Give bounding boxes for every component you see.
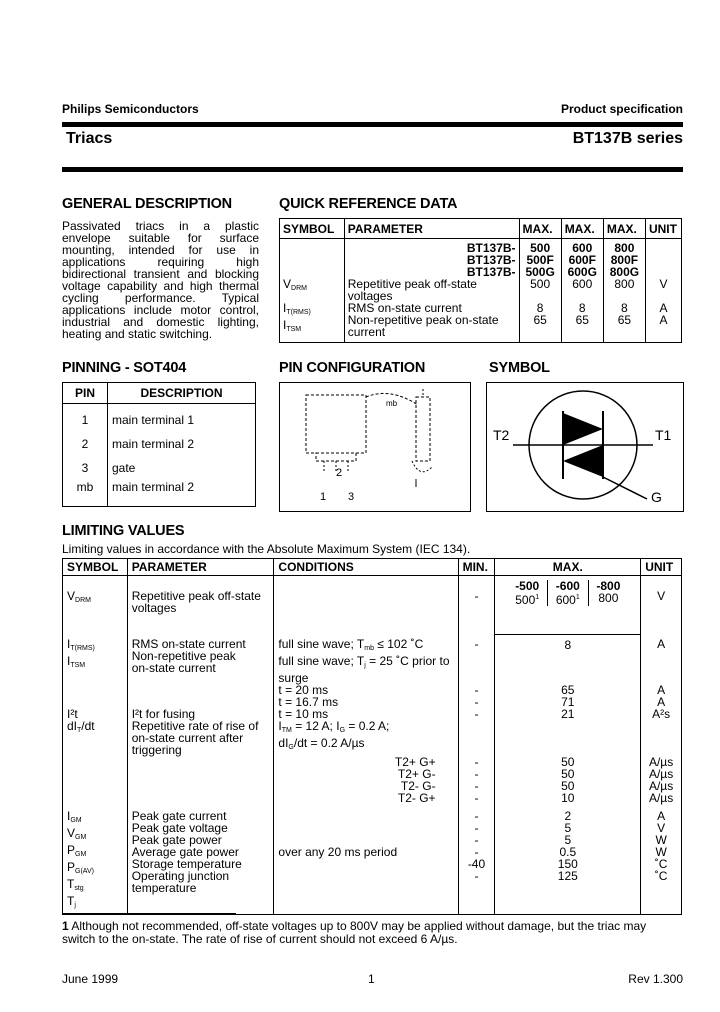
lim-itrms-min: -: [458, 634, 495, 684]
lim-header-parameter: PARAMETER: [127, 559, 274, 576]
lim-i2t-cond: t = 10 ms $I_{TM} = 12$ A; $I_G = 0.2$ A; $dI_G/dt = 0.2$ A/µs: [274, 708, 458, 756]
qrd-header-parameter: PARAMETER: [344, 219, 519, 239]
qrd-values-col1: 500 8 65: [519, 278, 561, 343]
general-description-text: Passivated triacs in a plastic envelope suitable for surface mounting, intended for use in applications requiring high bidirectional transient and blocking voltage capability and high thermal cycling performance. Typical applications include motor control, industrial and domestic lighting, heating and static switching.: [62, 219, 259, 341]
product-family: Triacs: [66, 130, 113, 147]
symbol-title: SYMBOL: [489, 360, 550, 376]
lim-i2t-param: I²t for fusing Repetitive rate of rise of on-state current after triggering: [127, 708, 274, 756]
lim-didt-unit: A/µs A/µs A/µs A/µs: [641, 756, 682, 804]
pin-number: 1: [63, 404, 108, 433]
qrd-header-symbol: SYMBOL: [280, 219, 345, 239]
footer-page: 1: [368, 972, 375, 986]
pinning-title: PINNING - SOT404: [62, 360, 187, 376]
lim-header-max: MAX.: [495, 559, 641, 576]
part-number: BT137B series: [572, 130, 683, 147]
lim-itsm-min: - -: [458, 684, 495, 708]
qrd-header-max2: MAX.: [561, 219, 603, 239]
lim-itrms-unit: A: [641, 634, 682, 684]
lim-rest-units: A V W W ˚C ˚C: [641, 804, 682, 915]
t1-label: T1: [655, 427, 672, 443]
lim-rest-symbols: $I_{GM}$ $V_{GM}$ $P_{GM}$ $P_{G(AV)}$ $T_{stg}$ $T_j$: [63, 804, 128, 915]
lim-didt-max: 50 50 50 10: [495, 756, 641, 804]
pin-description: gate: [108, 456, 256, 480]
lim-didt-quadrants: T2+ G+ T2+ G- T2- G- T2- G+: [274, 756, 458, 804]
lim-vdrm-param: Repetitive peak off-state voltages: [127, 576, 274, 635]
footnote: [62, 920, 682, 946]
pin-description: main terminal 1: [108, 404, 256, 433]
pin-header-pin: PIN: [63, 383, 108, 404]
lim-rest-max: 2 5 5 0.5 150 125: [495, 804, 641, 915]
footnote-text: Although not recommended, off-state voltages up to 800V may be applied without damage, but the triac may switch to the on-state. The rate of rise of current should not exceed 6 A/µs.: [62, 919, 647, 946]
qrd-values-col3: 800 8 65: [603, 278, 645, 343]
limiting-values-title: LIMITING VALUES: [62, 523, 185, 539]
qrd-variant-col3: 800 800F 800G: [603, 239, 645, 279]
qrd-header-unit: UNIT: [645, 219, 681, 239]
pin-configuration-box: [279, 382, 471, 512]
pinning-table: [62, 382, 256, 507]
lim-vdrm-unit: V: [641, 576, 682, 635]
lim-header-symbol: SYMBOL: [63, 559, 128, 576]
lim-header-unit: UNIT: [641, 559, 682, 576]
header-rule-bottom: [62, 167, 683, 172]
pin1-label: 1: [320, 491, 327, 503]
lim-i2t-symbol: I²t $dI_T/dt$: [63, 708, 128, 756]
g-label: G: [651, 489, 662, 505]
qrd-values-col2: 600 8 65: [561, 278, 603, 343]
lim-itrms-param: RMS on-state current Non-repetitive peak on-state current: [127, 634, 274, 684]
footnote-number: 1: [62, 919, 69, 933]
qrd-symbols: $V_{DRM}$ $I_{T(RMS)}$ $I_{TSM}$: [280, 278, 345, 343]
pin-number: mb: [63, 480, 108, 507]
symbol-box: [486, 382, 684, 512]
limiting-values-table: [62, 558, 682, 915]
lim-itrms-cond: full sine wave; $T_{mb} \le 102$ ˚C full sine wave; $T_j = 25$ ˚C prior to surge: [274, 634, 458, 684]
pin-number: 2: [63, 432, 108, 456]
company-name: Philips Semiconductors: [62, 102, 199, 116]
pin-header-description: DESCRIPTION: [108, 383, 256, 404]
lim-header-conditions: CONDITIONS: [274, 559, 458, 576]
package-outline-drawing: [280, 383, 470, 511]
mb-label: mb: [386, 399, 398, 408]
lim-itrms-max: 8: [495, 634, 641, 684]
limiting-values-subtitle: Limiting values in accordance with the Absolute Maximum System (IEC 134).: [62, 542, 471, 556]
qrd-variant-col1: 500 500F 500G: [519, 239, 561, 279]
lim-rest-min: - - - - -40 -: [458, 804, 495, 915]
quick-reference-title: QUICK REFERENCE DATA: [279, 196, 458, 212]
qrd-parameters: Repetitive peak off-state voltages RMS on-state current Non-repetitive peak on-state current: [344, 278, 519, 343]
lim-itsm-unit: A A: [641, 684, 682, 708]
general-description-title: GENERAL DESCRIPTION: [62, 196, 232, 212]
pin-description: main terminal 2: [108, 432, 256, 456]
footer-date: June 1999: [62, 972, 119, 986]
qrd-header-max3: MAX.: [603, 219, 645, 239]
document-type: Product specification: [560, 102, 683, 116]
lim-rest-params: Peak gate current Peak gate voltage Peak gate power Average gate power Storage temperature Operating junction temperature: [127, 804, 274, 915]
lim-i2t-max: 21: [495, 708, 641, 756]
lim-i2t-min: -: [458, 708, 495, 756]
lim-vdrm-symbol: $V_{DRM}$: [63, 576, 128, 635]
pin-configuration-title: PIN CONFIGURATION: [279, 360, 426, 376]
lim-itsm-max: 65 71: [495, 684, 641, 708]
quick-reference-table: [279, 218, 682, 343]
pin2-label: 2: [336, 467, 343, 479]
qrd-variant-prefix: BT137B- BT137B- BT137B-: [344, 239, 519, 279]
lim-vdrm-grades: -500 $500^1$ -600 $600^1$ -800 800: [495, 576, 641, 635]
pin3-label: 3: [348, 491, 355, 503]
lim-vdrm-min: -: [458, 576, 495, 635]
pin-description: main terminal 2: [108, 480, 256, 507]
lim-i2t-unit: A²s: [641, 708, 682, 756]
lim-itrms-symbol: $I_{T(RMS)}$ $I_{TSM}$: [63, 634, 128, 684]
lim-itsm-cond: t = 20 ms t = 16.7 ms: [274, 684, 458, 708]
qrd-units: V A A: [645, 278, 681, 343]
qrd-header-max1: MAX.: [519, 219, 561, 239]
t2-label: T2: [493, 427, 510, 443]
lim-rest-conds: over any 20 ms period: [274, 804, 458, 915]
lim-didt-min: - - - -: [458, 756, 495, 804]
footer-revision: Rev 1.300: [628, 972, 683, 986]
pin-number: 3: [63, 456, 108, 480]
qrd-variant-col2: 600 600F 600G: [561, 239, 603, 279]
lim-header-min: MIN.: [458, 559, 495, 576]
footnote-rule: [62, 913, 236, 914]
header-rule-top: [62, 122, 683, 127]
